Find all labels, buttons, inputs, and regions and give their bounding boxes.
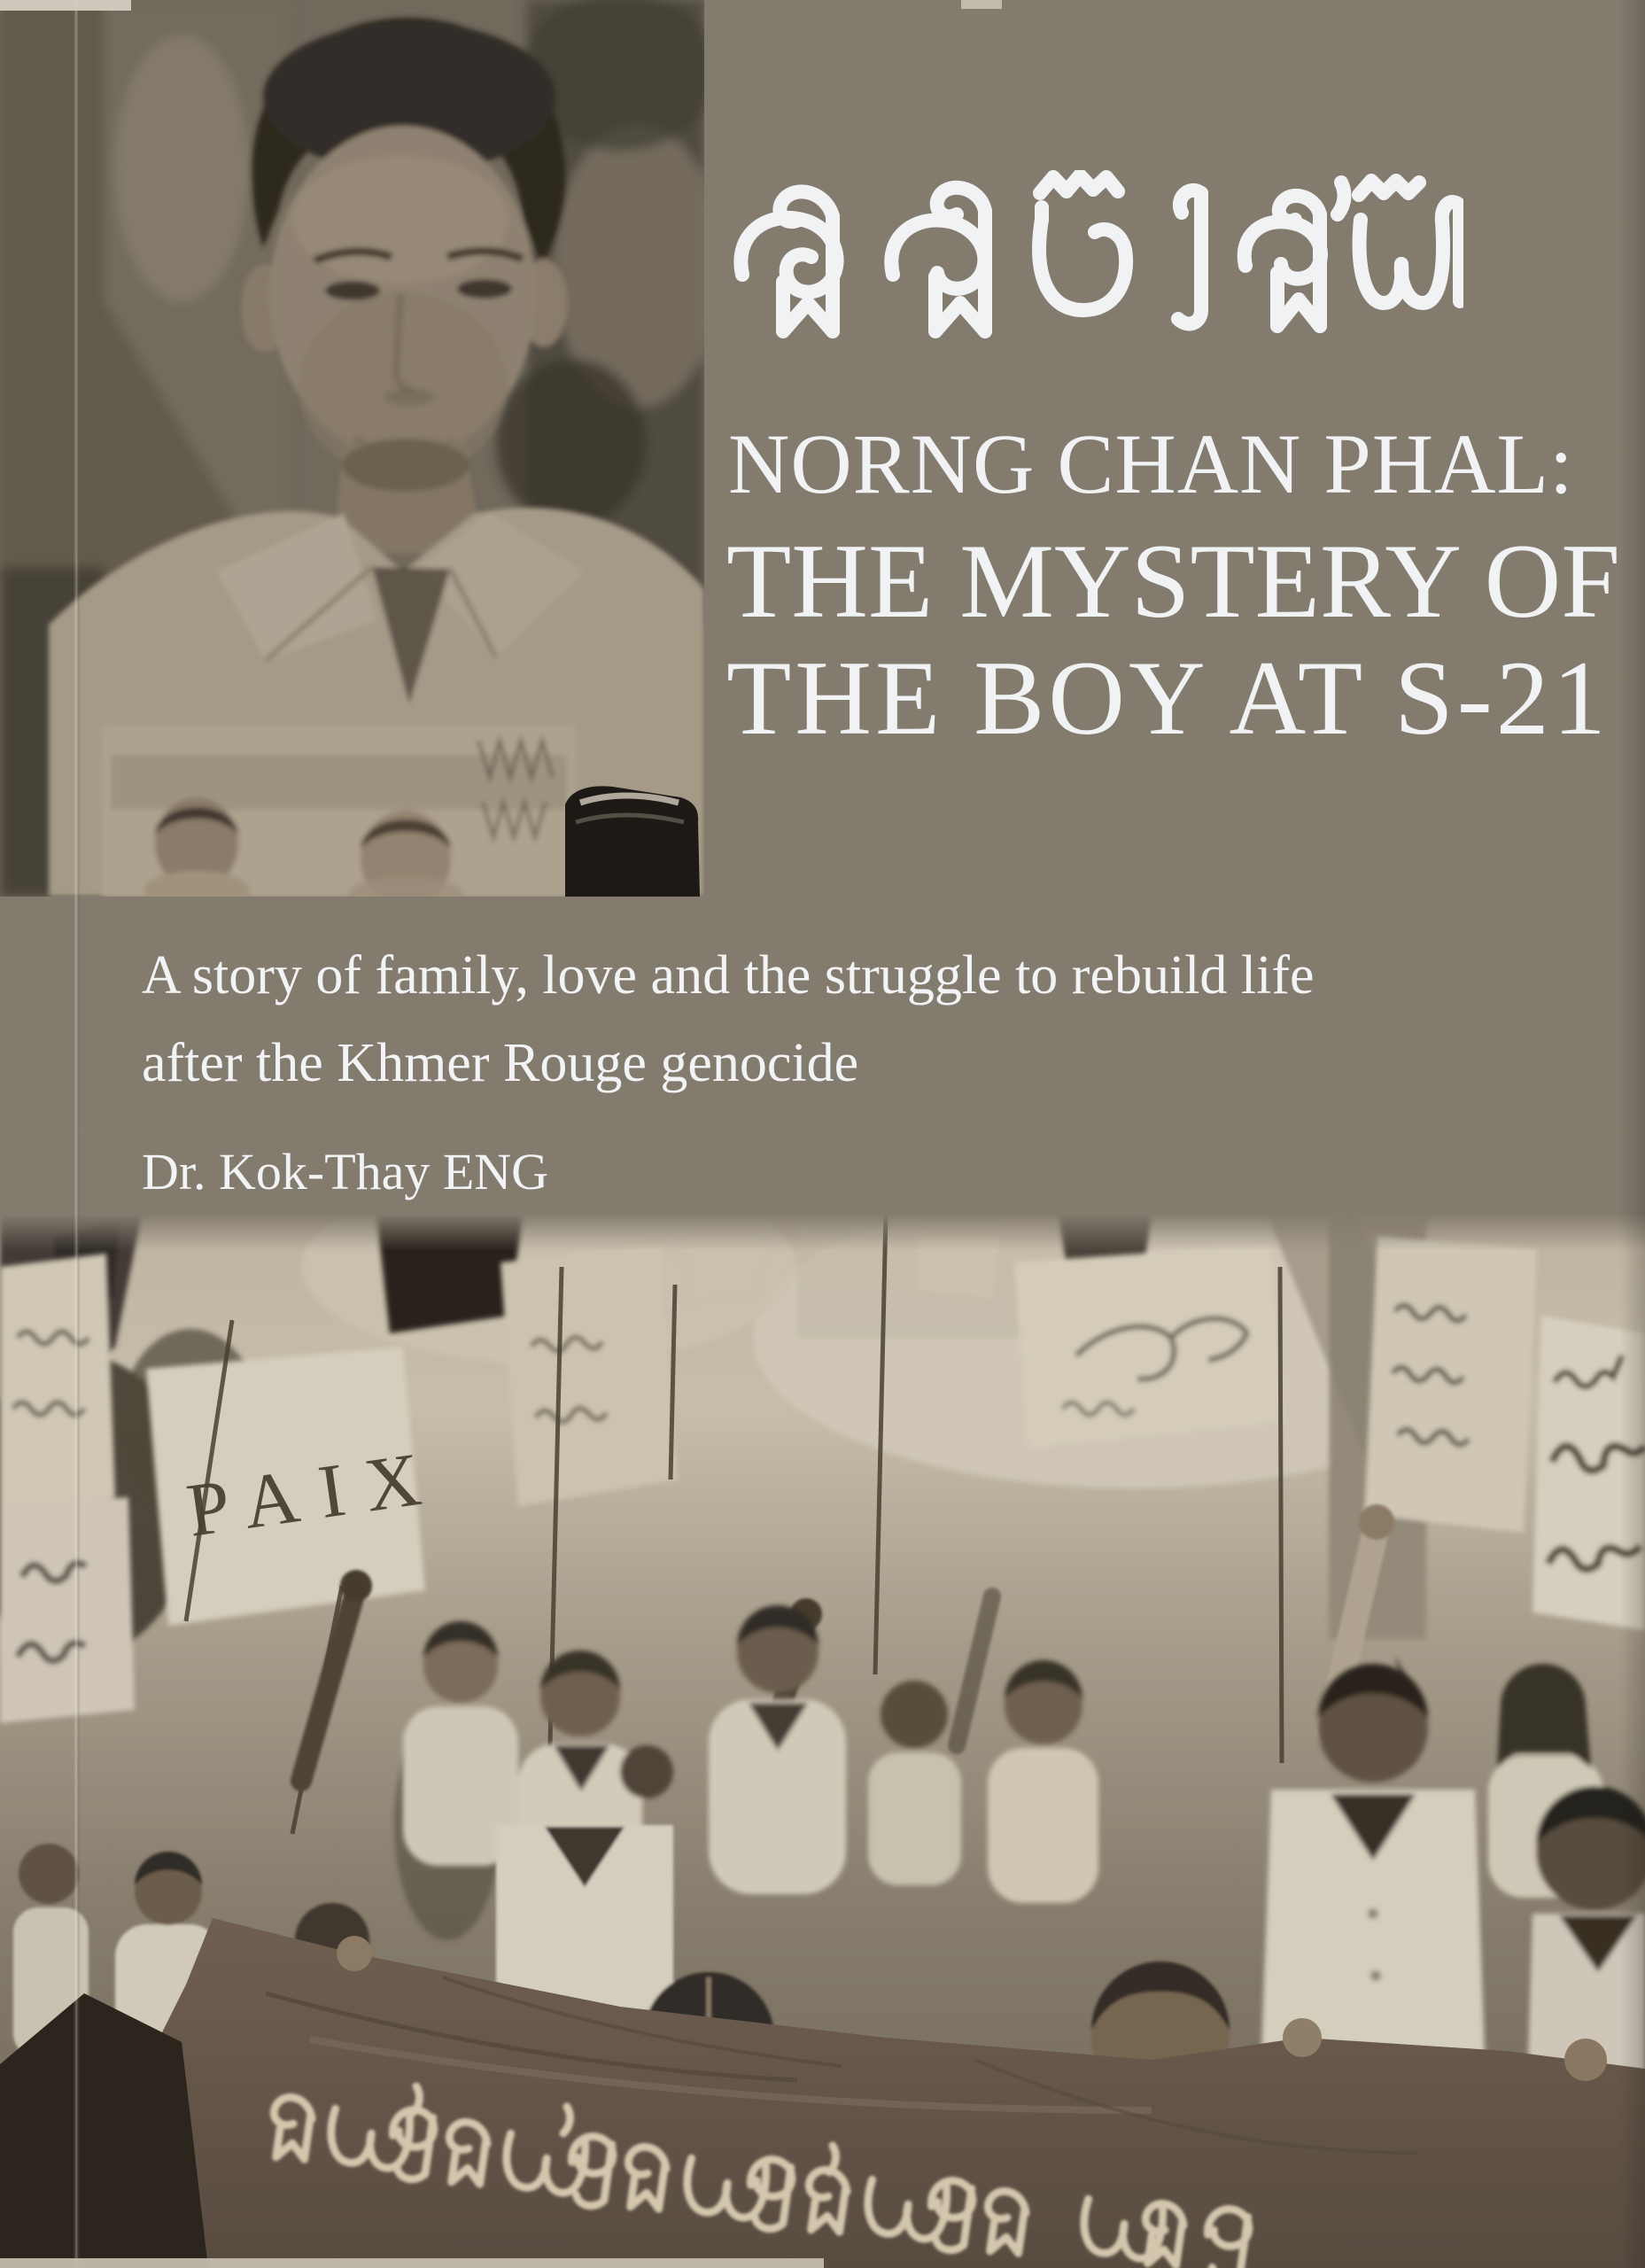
khmer-title [728,170,1463,378]
subtitle [142,932,1630,1107]
march-photo-graphic [0,1214,1645,2268]
scan-edge-artifact [961,0,1002,9]
subtitle-line-2: after the Khmer Rouge genocide [142,1033,859,1094]
subtitle-line-1: A story of family, love and the struggle to rebuild life [142,945,1315,1006]
title-line-3: THE BOY AT S-21 [726,639,1610,757]
khmer-title-text [728,170,1463,378]
title-line-1: NORNG CHAN PHAL: [728,416,1574,511]
portrait-photo [0,0,704,897]
title-line-2: THE MYSTERY OF [726,522,1620,640]
author-name: Dr. Kok-Thay ENG [142,1143,549,1200]
scan-edge-artifact [0,0,131,11]
scan-edge-artifact [0,2258,824,2268]
portrait-photo-graphic [0,0,704,897]
march-photo [0,1214,1645,2268]
paix-sign-text: PAIX [182,1433,447,1553]
scan-edge-shadow [1620,0,1645,2268]
